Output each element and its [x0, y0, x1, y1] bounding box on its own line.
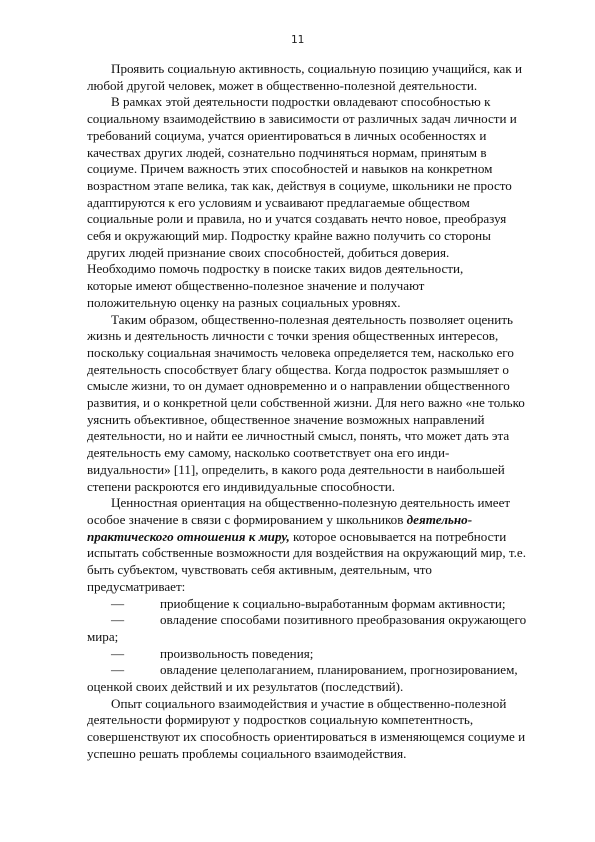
text-line: требований социума, учатся ориентироваться в личных особенностях и	[87, 127, 487, 143]
list-item-text: овладение способами позитивного преобразования окружающего	[160, 612, 527, 628]
text-line: предусматривает:	[87, 578, 186, 594]
text-line: деятельности, но и найти ее личностный смысл, понять, что может дать эта	[87, 428, 510, 444]
list-dash: —	[111, 645, 125, 661]
text-line: которые имеют общественно-полезное значение и получают	[87, 278, 425, 294]
text-line: смысле жизни, то он думает одновременно и о направлении общественного	[87, 378, 510, 394]
list-item	[87, 612, 557, 629]
text-line: любой другой человек, может в общественно-полезной деятельности.	[87, 77, 478, 93]
list-dash: —	[111, 612, 125, 628]
text-line: себя и окружающий мир. Подростку крайне важно получить со стороны	[87, 228, 491, 244]
list-item-text: овладение целеполаганием, планированием, прогнозированием,	[160, 662, 518, 678]
text-line: развития, и о конкретной цели собственной жизни. Для него важно «не только	[87, 395, 525, 411]
text-line: степени раскроются его индивидуальные способности.	[87, 478, 395, 494]
text-line: социальные роли и правила, но и учатся создавать нечто новое, преобразуя	[87, 211, 507, 227]
text-line: В рамках этой деятельности подростки овладевают способностью к	[111, 94, 491, 110]
text-line: Таким образом, общественно-полезная деятельность позволяет оценить	[111, 311, 514, 327]
text-line: деятельность ему самому, насколько соответствует она его инди-	[87, 445, 450, 461]
text-line: качествах других людей, сознательно подчиняться нормам, принятым в	[87, 144, 487, 160]
text-run: которое основывается на потребности	[289, 528, 507, 544]
text-line: деятельность способствует благу общества. Когда подросток размышляет о	[87, 361, 509, 377]
text-line: положительную оценку на разных социальных уровнях.	[87, 294, 401, 310]
emphasis-text: практического отношения к миру,	[87, 528, 290, 544]
page-number: 11	[290, 33, 305, 46]
text-line: успешно решать проблемы социального взаимодействия.	[87, 745, 407, 761]
text-line: жизнь и деятельность личности с точки зрения общественных интересов,	[87, 328, 499, 344]
list-item	[87, 596, 557, 613]
emphasis-text: деятельно-	[406, 511, 473, 527]
document-body	[87, 61, 557, 763]
text-line: Проявить социальную активность, социальную позицию учащийся, как и	[111, 61, 522, 76]
text-line: Ценностная ориентация на общественно-полезную деятельность имеет	[111, 495, 511, 511]
text-line: адаптируются к его условиям и усваивают предлагаемые обществом	[87, 194, 470, 210]
text-line: других людей признание своих способностей, добиться доверия.	[87, 244, 450, 260]
list-dash: —	[111, 595, 125, 611]
list-item	[87, 646, 557, 663]
text-line	[87, 512, 557, 529]
text-line: социуме. Причем важность этих способностей и навыков на конкретном	[87, 161, 493, 177]
text-line: испытать собственные возможности для воздействия на окружающий мир, т.е.	[87, 545, 526, 561]
text-line: социальному взаимодействию в зависимости от различных задач личности и	[87, 111, 517, 127]
list-item-text: произвольность поведения;	[160, 645, 314, 661]
text-line: совершенствуют их способность ориентироваться в изменяющемся социуме и	[87, 729, 526, 745]
list-dash: —	[111, 662, 125, 678]
text-line: Опыт социального взаимодействия и участие в общественно-полезной	[111, 695, 507, 711]
text-line: возрастном этапе велика, так как, действуя в социуме, школьники не просто	[87, 177, 512, 193]
list-item	[87, 662, 557, 679]
list-item-continuation: оценкой своих действий и их результатов (последствий).	[87, 679, 404, 695]
text-line: видуальности» [11], определить, в какого рода деятельности в наибольшей	[87, 461, 505, 477]
text-line	[87, 529, 557, 546]
text-line: Необходимо помочь подростку в поиске таких видов деятельности,	[87, 261, 464, 277]
text-line: деятельности формируют у подростков социальную компетентность,	[87, 712, 474, 728]
list-item-continuation: мира;	[87, 628, 119, 644]
text-line: поскольку социальная значимость человека определяется тем, насколько его	[87, 344, 514, 360]
text-run: особое значение в связи с формированием у школьников	[87, 511, 407, 527]
list-item-text: приобщение к социально-выработанным формам активности;	[160, 595, 506, 611]
text-line: уяснить объективное, общественное значение возможных направлений	[87, 411, 485, 427]
text-line: быть субъектом, чувствовать себя активным, деятельным, что	[87, 562, 432, 578]
